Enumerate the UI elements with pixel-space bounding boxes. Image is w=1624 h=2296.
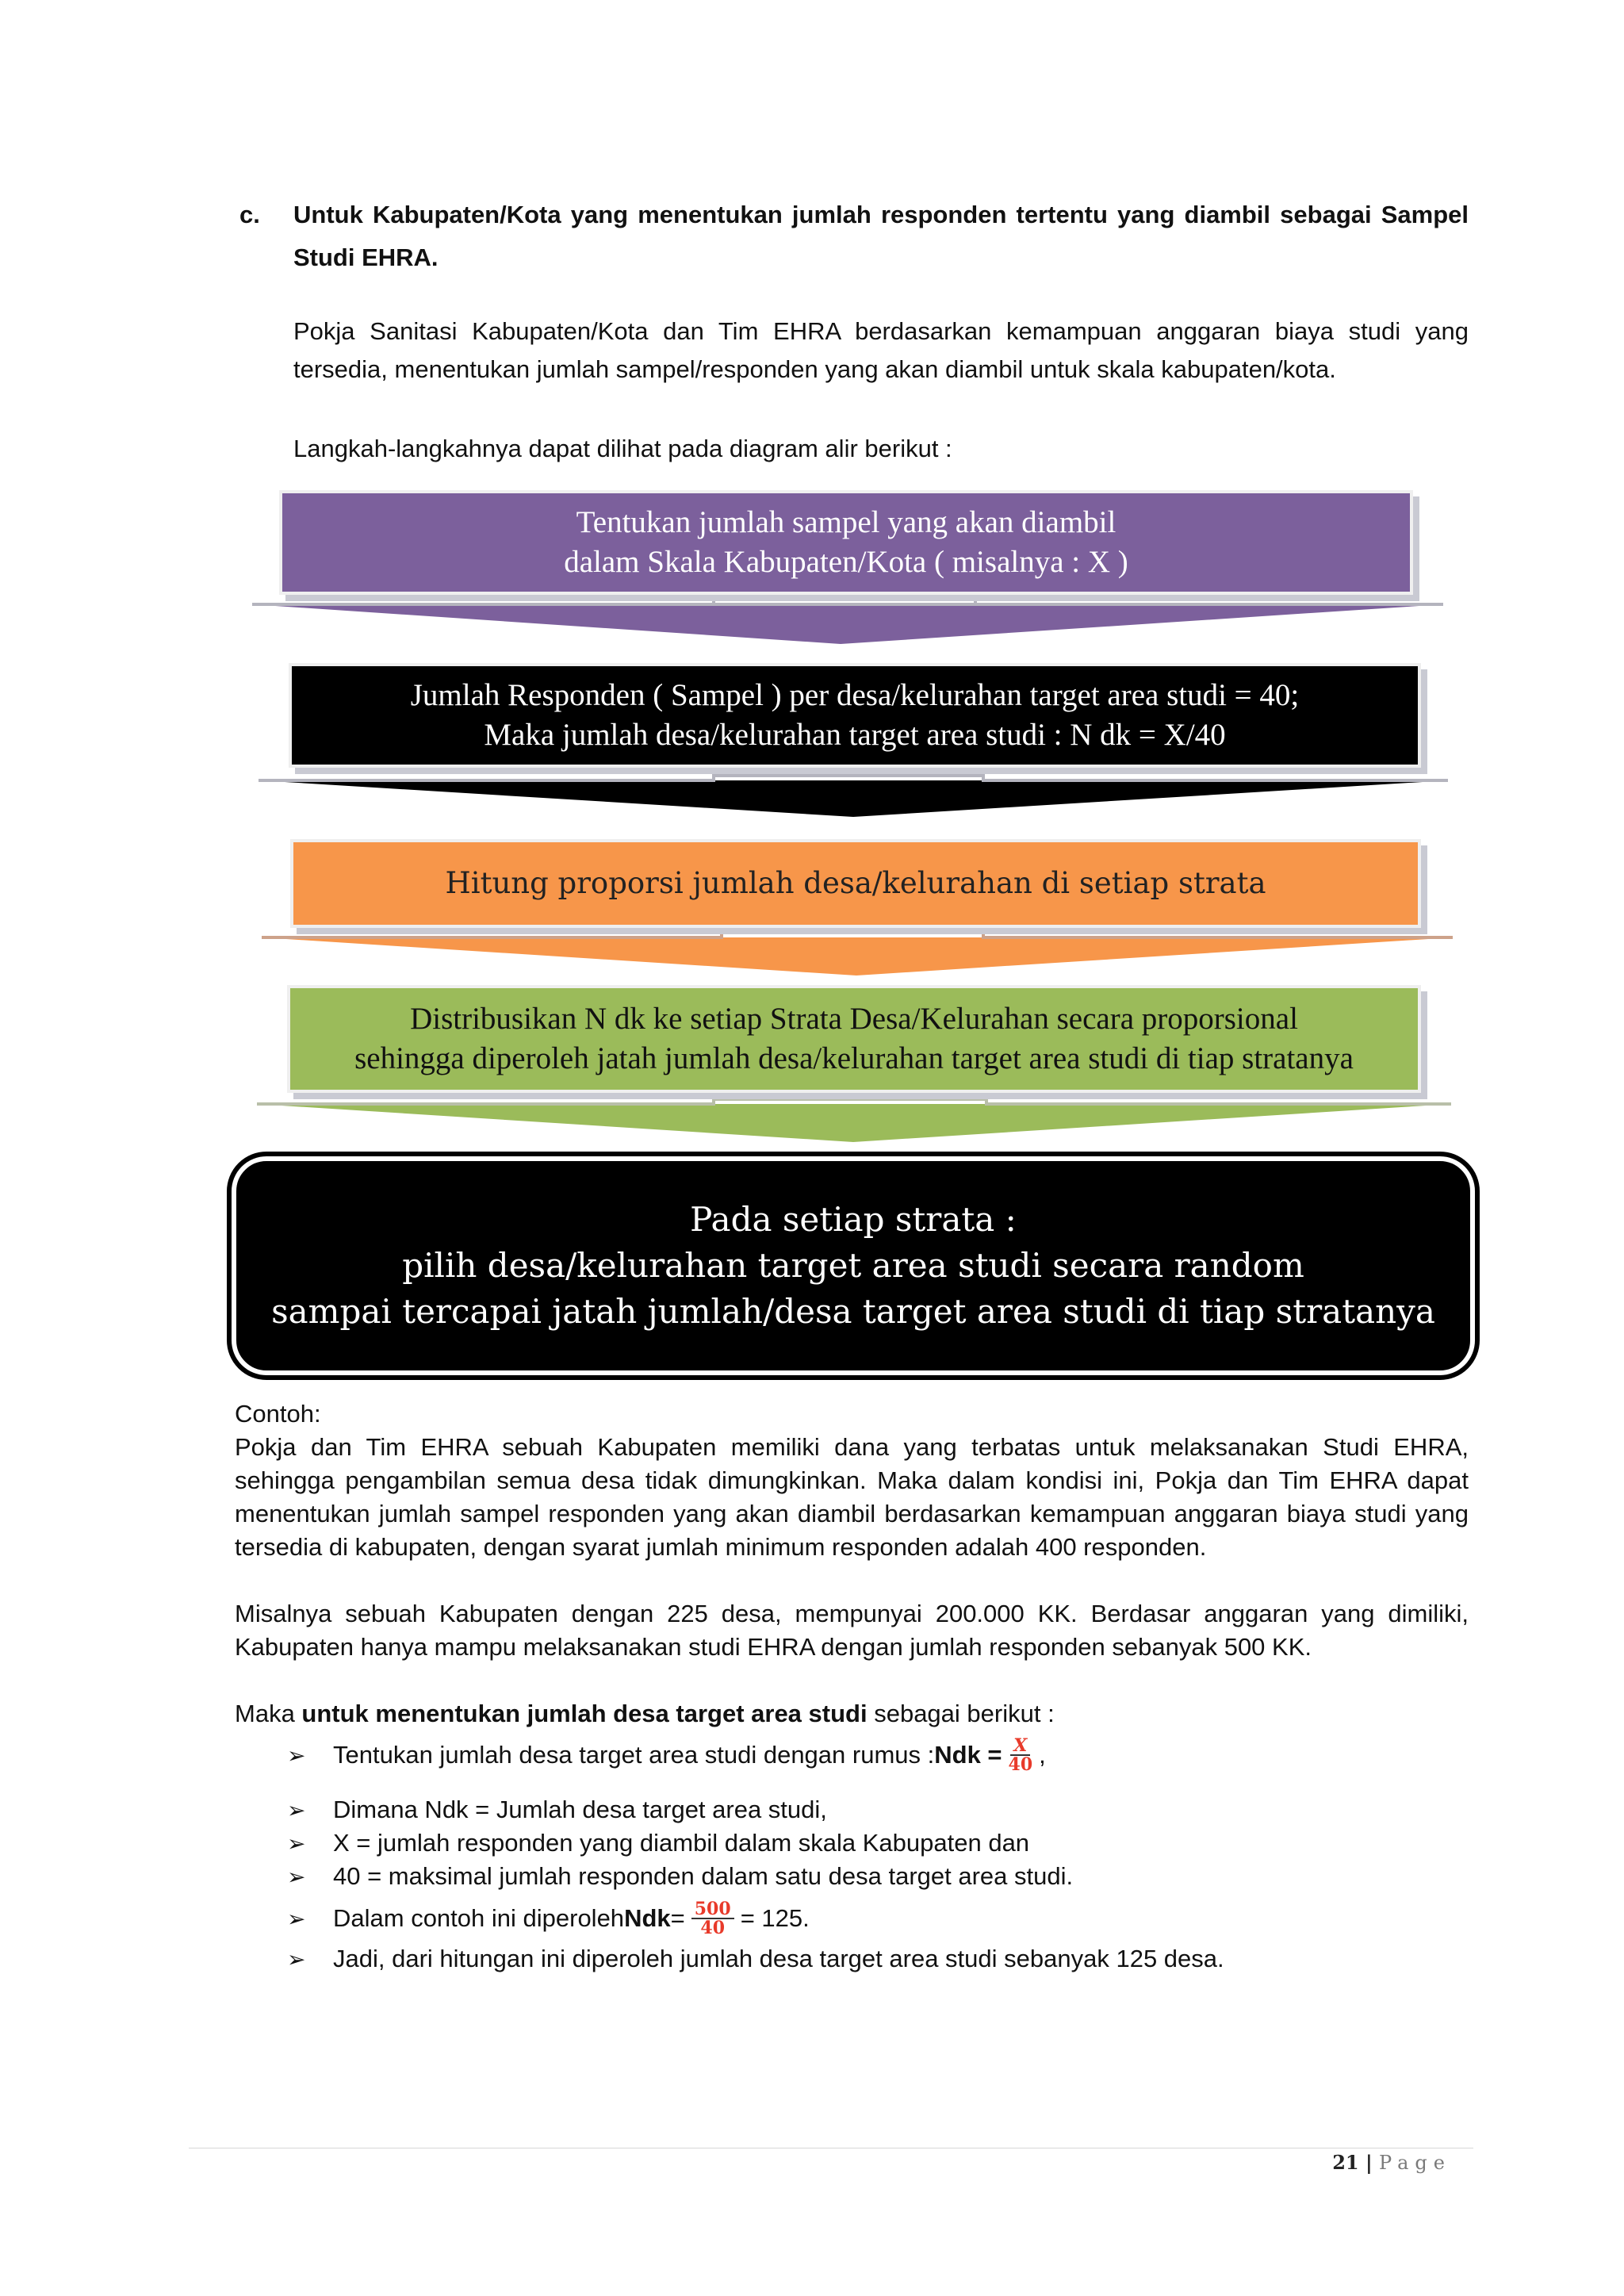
list-item-text: 40 = maksimal jumlah responden dalam satu desa target area studi. [333, 1862, 1074, 1890]
arrow-bullet-icon: ➢ [287, 1797, 306, 1823]
flow-step-1-label: Tentukan jumlah sampel yang akan diambil dalam Skala Kabupaten/Kota ( misalnya : X ) [564, 505, 1128, 579]
list-item-text: Jadi, dari hitungan ini diperoleh jumlah desa target area studi sebanyak 125 desa. [333, 1945, 1224, 1972]
flow-step-4 [287, 985, 1421, 1093]
steps-intro: Langkah-langkahnya dapat dilihat pada diagram alir berikut : [293, 435, 952, 462]
heading-text: Untuk Kabupaten/Kota yang menentukan jumlah responden tertentu yang diambil sebagai Sampel Studi EHRA. [293, 201, 1469, 271]
fraction-numerator: X [1010, 1737, 1030, 1756]
list-item [287, 1796, 827, 1824]
example-paragraph-1: Pokja dan Tim EHRA sebuah Kabupaten memiliki dana yang terbatas untuk melaksanakan Studi EHRA, sehingga pengambilan semua desa tidak dimungkinkan. Maka dalam kondisi ini, Pokja dan Tim EHRA dapat menentukan jumlah sampel responden yang akan diambil berdasarkan kemampuan anggaran biaya studi yang tersedia di kabupaten, dengan syarat jumlah minimum responden adalah 400 responden. [235, 1433, 1469, 1561]
arrow-2 [259, 780, 1448, 817]
formula-label: Ndk [624, 1904, 671, 1932]
example-p3-pre: Maka [235, 1700, 302, 1727]
flow-step-2 [289, 663, 1421, 768]
arrow-bullet-icon: ➢ [287, 1864, 306, 1889]
list-item [287, 1862, 1073, 1891]
arrow-bullet-icon: ➢ [287, 1742, 306, 1768]
flow-step-3-label: Hitung proporsi jumlah desa/kelurahan di setiap strata [445, 866, 1266, 900]
intro-paragraph: Pokja Sanitasi Kabupaten/Kota dan Tim EHRA berdasarkan kemampuan anggaran biaya studi yang tersedia, menentukan jumlah sampel/responden yang akan diambil untuk skala kabupaten/kota. [293, 317, 1469, 383]
list-item [287, 1900, 810, 1937]
list-item-suffix: , [1039, 1741, 1046, 1769]
list-item [287, 1945, 1224, 1973]
fraction-denominator: 40 [1008, 1754, 1033, 1775]
example-paragraph-3 [235, 1697, 1469, 1731]
formula-fraction [1009, 1737, 1033, 1773]
arrow-1-outline [252, 600, 1443, 604]
arrow-bullet-icon: ➢ [287, 1946, 306, 1972]
list-item-text: X = jumlah responden yang diambil dalam skala Kabupaten dan [333, 1829, 1030, 1857]
arrow-bullet-icon: ➢ [287, 1906, 306, 1931]
page-number-value: 21 [1332, 2151, 1359, 2174]
flow-step-3 [290, 839, 1421, 928]
arrow-4-outline [257, 1099, 1451, 1104]
flow-step-5 [232, 1156, 1475, 1375]
flow-step-1 [279, 490, 1413, 595]
arrow-2-outline [259, 776, 1448, 780]
example-paragraph-2: Misalnya sebuah Kabupaten dengan 225 desa, mempunyai 200.000 KK. Berdasar anggaran yang dimiliki, Kabupaten hanya mampu melaksanakan studi EHRA dengan jumlah responden sebanyak 500 KK. [235, 1600, 1469, 1661]
list-item-text: Dimana Ndk = Jumlah desa target area studi, [333, 1796, 827, 1823]
flow-step-5-label: Pada setiap strata : pilih desa/kelurahan target area studi secara random sampai tercapai jatah jumlah/desa target area studi di tiap stratanya [271, 1200, 1435, 1331]
page-word: Page [1379, 2152, 1451, 2174]
list-item [287, 1829, 1029, 1857]
flow-step-4-label: Distribusikan N dk ke setiap Strata Desa/Kelurahan secara proporsional sehingga diperoleh jatah jumlah desa/kelurahan target area studi di tiap stratanya [354, 1002, 1354, 1075]
list-item-result: = 125. [740, 1904, 810, 1932]
heading-letter: c. [239, 201, 260, 228]
fraction-numerator: 500 [691, 1900, 734, 1919]
flow-step-2-label: Jumlah Responden ( Sampel ) per desa/kelurahan target area studi = 40; Maka jumlah desa/kelurahan target area studi : N dk = X/40 [410, 678, 1300, 752]
example-label: Contoh: [235, 1400, 321, 1428]
page-number [1332, 2151, 1451, 2174]
arrow-1 [252, 604, 1443, 644]
arrow-3 [262, 937, 1453, 976]
list-item-text: Dalam contoh ini diperoleh [333, 1904, 625, 1932]
arrow-bullet-icon: ➢ [287, 1830, 306, 1856]
example-section [235, 1397, 1469, 1731]
formula-fraction [691, 1900, 734, 1937]
equals-sign: = [670, 1904, 685, 1932]
formula-label: Ndk = [934, 1741, 1002, 1769]
example-p3-post: sebagai berikut : [867, 1700, 1055, 1727]
example-p3-bold: untuk menentukan jumlah desa target area studi [301, 1700, 868, 1727]
list-item-text: Tentukan jumlah desa target area studi dengan rumus : [333, 1741, 935, 1769]
arrow-4 [257, 1104, 1451, 1142]
list-item [287, 1737, 1046, 1773]
fraction-denominator: 40 [700, 1918, 726, 1938]
page-separator: | [1358, 2151, 1380, 2174]
